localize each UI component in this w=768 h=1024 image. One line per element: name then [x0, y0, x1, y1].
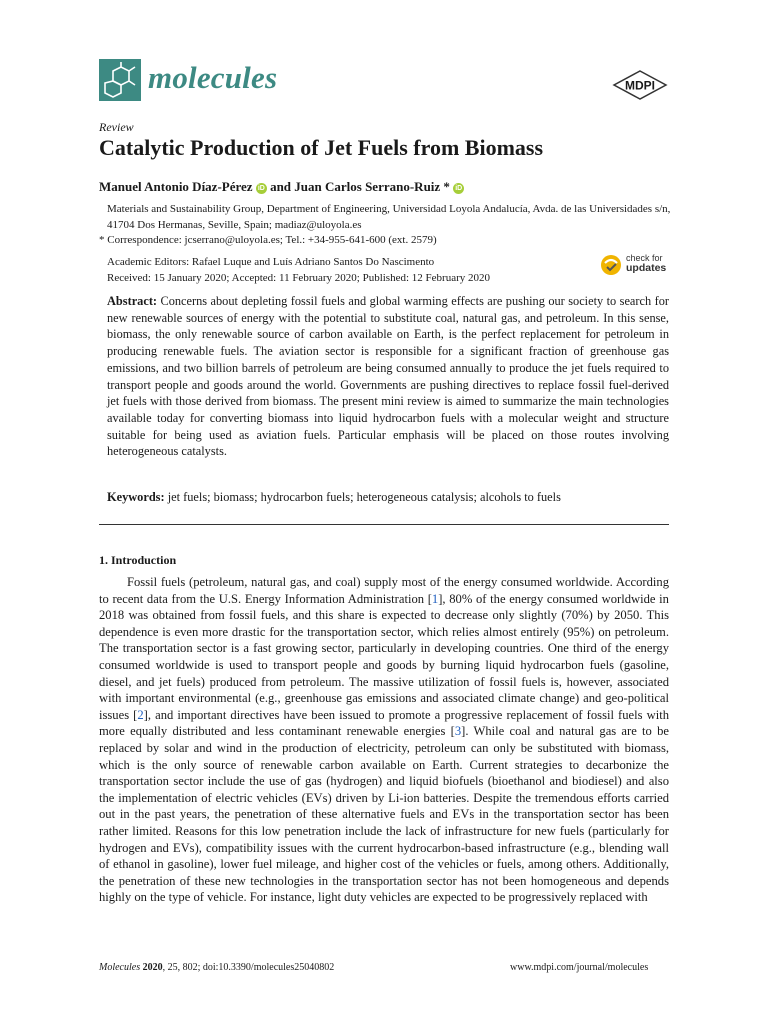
orcid-icon[interactable]: iD [455, 185, 463, 192]
article-title: Catalytic Production of Jet Fuels from Biomass [99, 135, 544, 160]
keywords [107, 489, 669, 506]
abstract-text: Concerns about depleting fossil fuels and global warming effects are pushing our society to search for new renewable sources of energy with the potential to substitute coal, natural gas, and petroleum. In this sense, biomass, the only renewable source of carbon available on Earth, is the perfect replacement for petroleum in producing renewable fuels. The aviation sector is responsible for a significant fraction of greenhouse gas emissions, and two billion barrels of petroleum are being consumed annually to produce the jet fuels required to transport people and goods around the world. Governments are pushing directives to replace fossil fuel-derived jet fuels with those derived from biomass. The present mini review is aimed to summarize the main technologies available today for converting biomass into liquid hydrocarbon fuels with a molecular weight and structure suitable for being used as aviation fuels. Particular emphasis will be placed on those routes involving heterogeneous catalysts. [107, 294, 669, 459]
citation-link[interactable]: 2 [137, 707, 144, 722]
footer-url[interactable]: www.mdpi.com/journal/molecules [510, 962, 649, 973]
correspondence: * Correspondence: jcserrano@uloyola.es; Tel.: +34-955-641-600 (ext. 2579) [99, 234, 437, 246]
section-divider [99, 524, 669, 525]
affiliation: Materials and Sustainability Group, Department of Engineering, Universidad Loyola Andalucía, Avda. de las Universidades s/n, 41704 Dos Hermanas, Seville, Spain; madiaz@uloyola.es [107, 203, 671, 231]
molecules-logo-icon [99, 59, 141, 101]
article-type: Review [99, 120, 134, 134]
check-for-updates-label: check for updates [626, 253, 667, 274]
introduction-paragraph: Fossil fuels (petroleum, natural gas, and coal) supply most of the energy consumed worldwide. According to recent data from the U.S. Energy Information Administration [1], 80% of the energy consumed worldwide in 2018 was obtained from fossil fuels, and this share is expected to decrease only slightly (70%) by 2050. This dependence is even more drastic for the transportation sector, which relies almost entirely (95%) on petroleum. The transportation sector is a fast growing sector, particularly in developing countries. One third of the energy consumed worldwide is used to transport people and goods by burning liquid hydrocarbon fuels (gasoline, diesel, and jet fuels) produced from petroleum. The massive utilization of fossil fuels is, however, associated with important environmental (e.g., greenhouse gas emissions and associated climate change) and geo-political issues [2], and important directives have been issued to promote a progressive replacement of fossil fuels with more equally distributed and less contaminant renewable energies [3]. While coal and natural gas are to be replaced by solar and wind in the production of electricity, petroleum can only be substituted with biomass, which is the only source of renewable carbon available on Earth. Current strategies to decarbonize the transportation sector include the use of gas (hydrogen) and liquid biofuels (bioethanol and biodiesel) and also the implementation of electric vehicles (EVs) driven by Li-ion batteries. Despite the tremendous efforts carried out in the past years, the penetration of these alternative fuels and EVs in the transportation sector has been rather limited. Reasons for this low penetration include the lack of infrastructure for new fuels (particularly for hydrogen and EVs), compatibility issues with the current hydrocarbon-based infrastructure (e.g., blending wall of ethanol in gasoline), lower fuel mileage, and higher cost of the vehicles or fuels, among others. Additionally, the penetration of these new technologies in the transportation sector has not been homogeneous and depends highly on the type of vehicle. For instance, light duty vehicles are expected to be progressively replaced with [99, 575, 670, 905]
mdpi-logo-icon [612, 70, 668, 100]
publication-dates: Received: 15 January 2020; Accepted: 11 February 2020; Published: 12 February 2020 [107, 272, 490, 284]
footer-citation: Molecules 2020, 25, 802; doi:10.3390/molecules25040802 [99, 962, 335, 973]
check-for-updates-badge[interactable] [600, 252, 675, 278]
citation-link[interactable]: 3 [454, 724, 462, 739]
citation-link[interactable]: 1 [431, 591, 439, 606]
keywords-text: jet fuels; biomass; hydrocarbon fuels; heterogeneous catalysis; alcohols to fuels [167, 490, 561, 504]
section-heading: 1. Introduction [99, 553, 177, 567]
author-list [99, 178, 464, 196]
publisher-name: MDPI [625, 78, 655, 93]
author-name[interactable]: and Juan Carlos Serrano-Ruiz * [270, 179, 450, 194]
abstract-label: Abstract: [107, 294, 158, 308]
introduction-body [99, 574, 669, 906]
abstract [107, 293, 669, 460]
keywords-label: Keywords: [107, 490, 165, 504]
journal-name: molecules [148, 60, 278, 95]
check-for-updates-icon [600, 254, 622, 276]
orcid-icon[interactable]: iD [257, 185, 265, 192]
author-name[interactable]: Manuel Antonio Díaz-Pérez [99, 179, 253, 194]
academic-editors: Academic Editors: Rafael Luque and Luís Adriano Santos Do Nascimento [107, 256, 435, 268]
